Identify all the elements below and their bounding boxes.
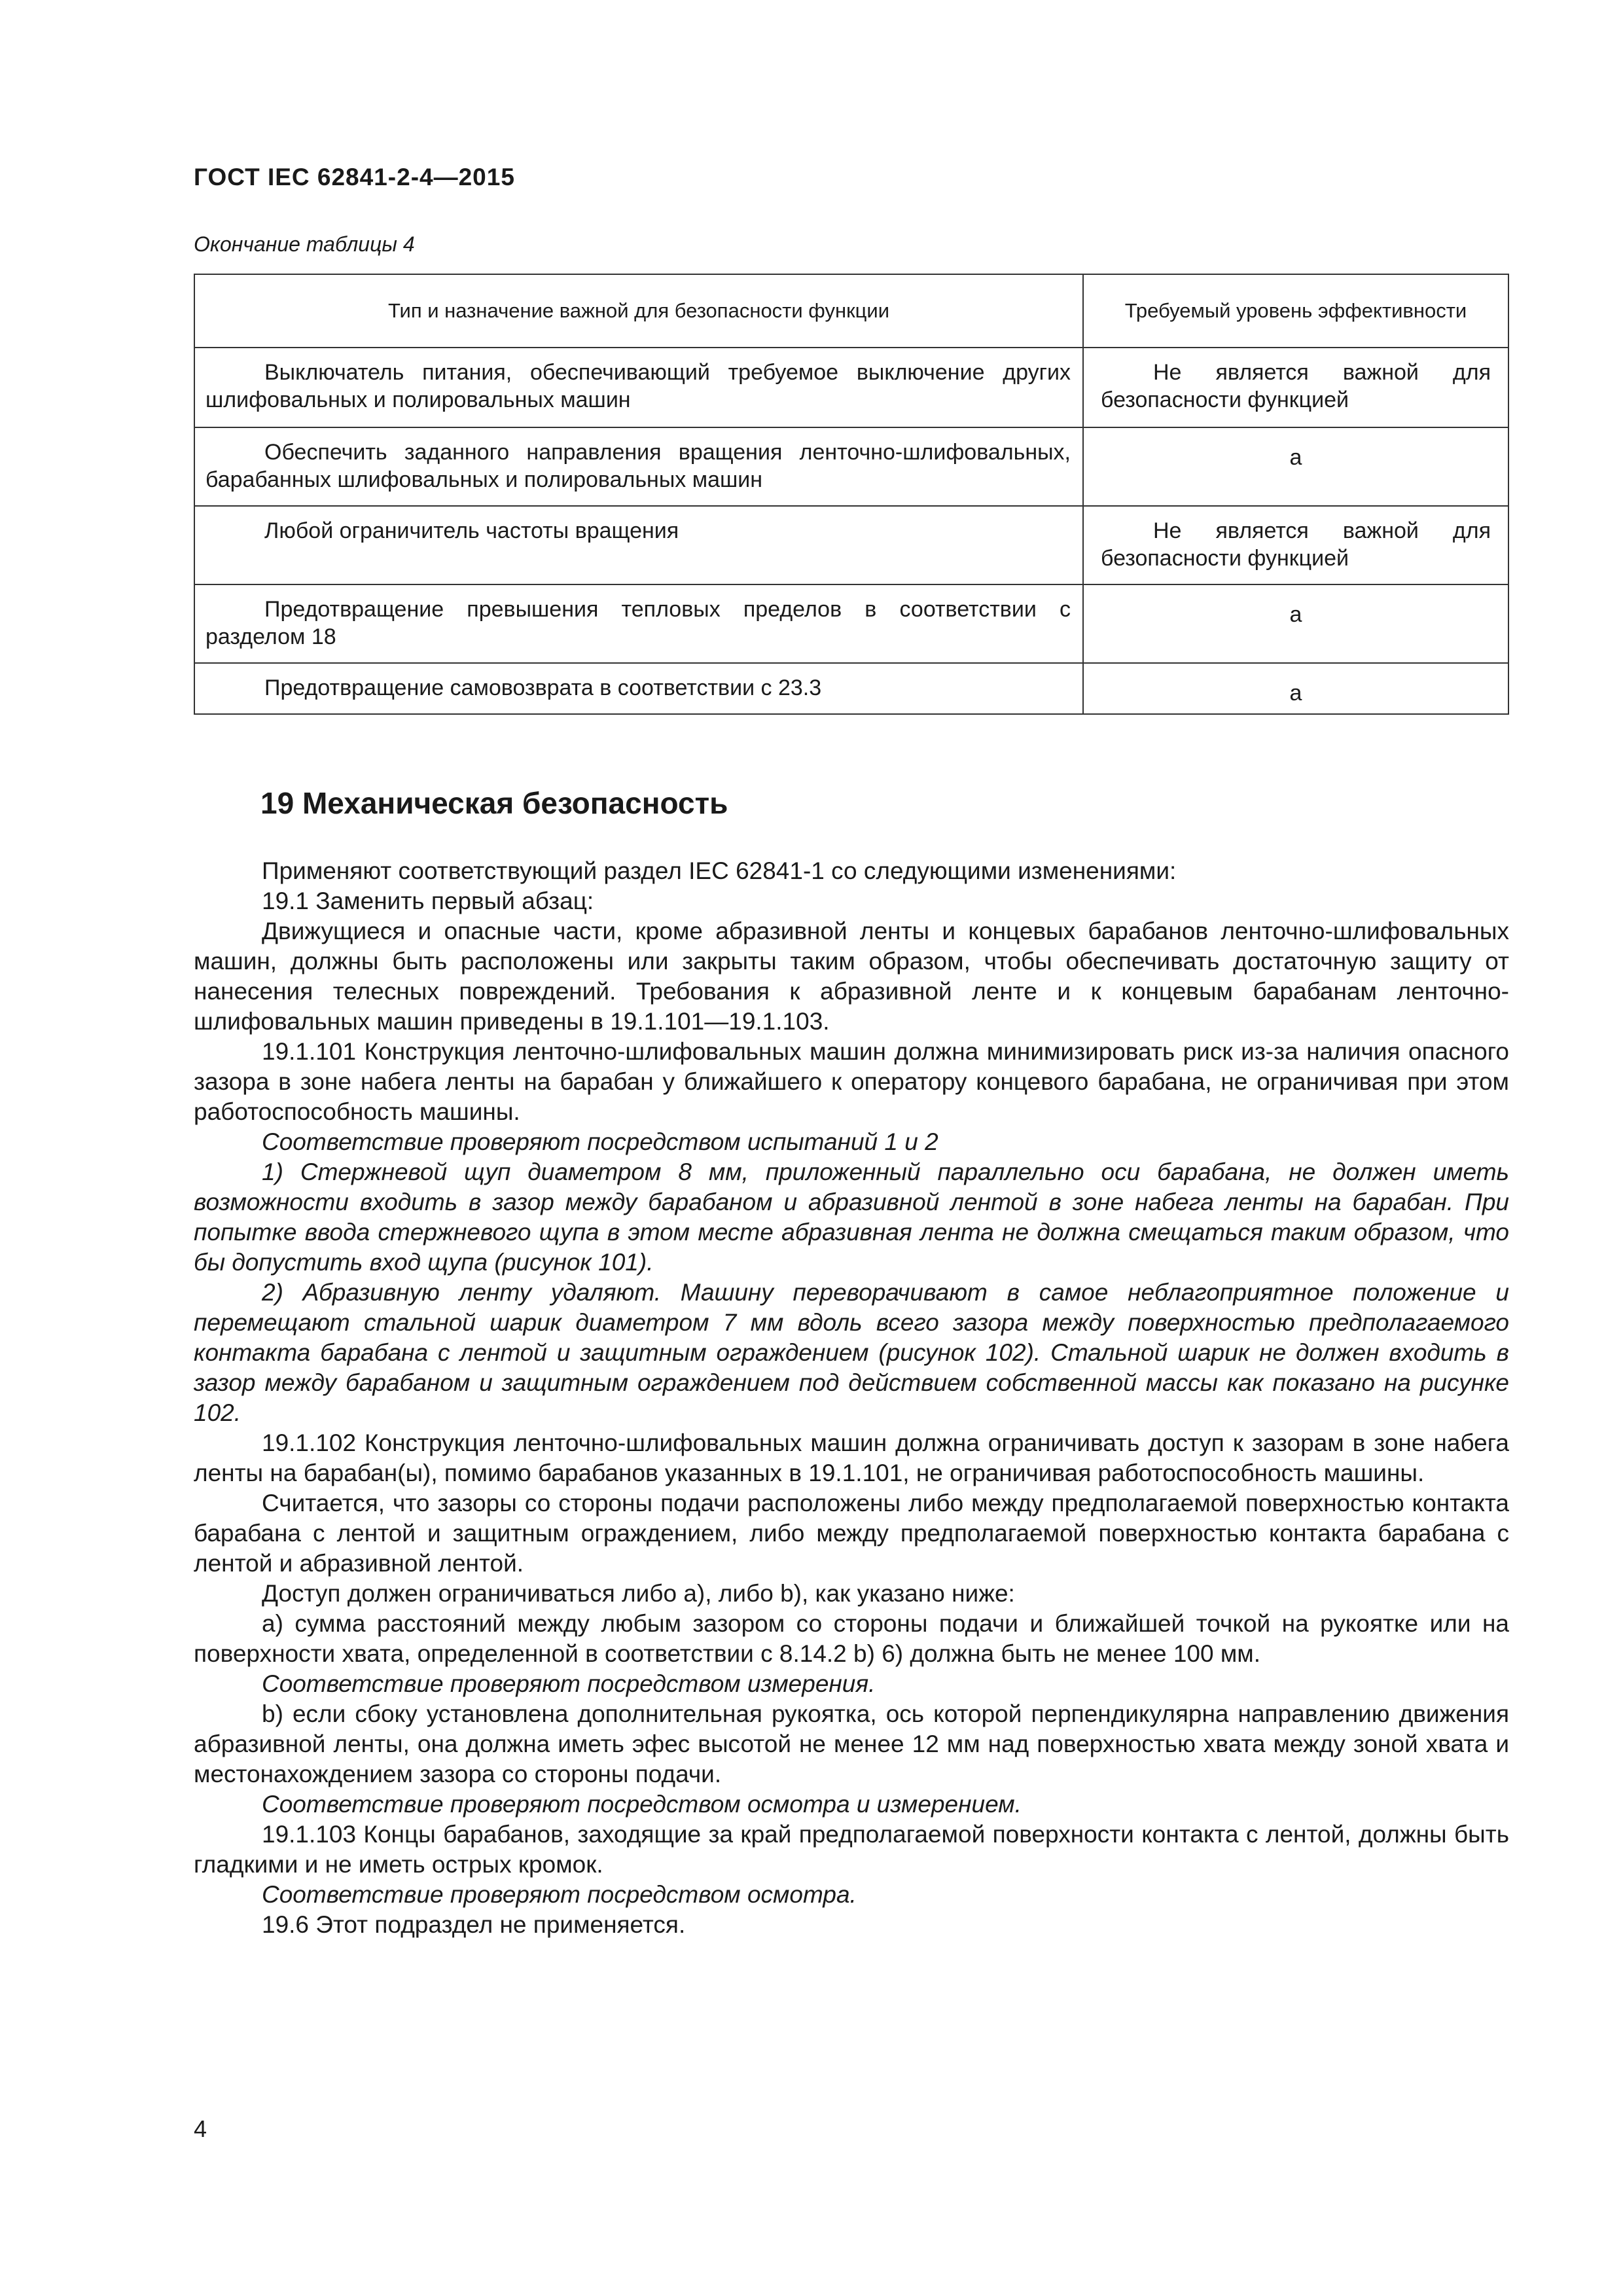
- paragraph: 19.6 Этот подраздел не применяется.: [262, 1911, 686, 1938]
- table-row: [194, 663, 1508, 714]
- function-cell: Предотвращение превышения тепловых пределов в соответствии с разделом 18: [194, 584, 1083, 663]
- table-caption: Окончание таблицы 4: [194, 232, 415, 256]
- function-cell: Любой ограничитель частоты вращения: [194, 506, 1083, 584]
- level-cell: а: [1083, 663, 1508, 714]
- paragraph: Движущиеся и опасные части, кроме абразивной ленты и концевых барабанов ленточно-шлифовальных машин, должны быть расположены или закрыты таким образом, чтобы обеспечивать достаточную защиту от нанесения телесных повреждений. Требования к абразивной ленте и к концевым барабанам ленточно-шлифовальных машин приведены в 19.1.101—19.1.103.: [194, 918, 1509, 1035]
- table-header-row: [194, 274, 1508, 348]
- table-row: [194, 348, 1508, 427]
- paragraph: Применяют соответствующий раздел IEC 62841-1 со следующими изменениями:: [262, 857, 1177, 884]
- header-level: Требуемый уровень эффективности: [1083, 274, 1508, 348]
- table-row: [194, 427, 1508, 506]
- test-item: 2) Абразивную ленту удаляют. Машину переворачивают в самое неблагоприятное положение и перемещают стальной шарик диаметром 7 мм вдоль всего зазора между поверхностью предполагаемого контакта барабана с лентой и защитным ограждением (рисунок 102). Стальной шарик не должен входить в зазор между барабаном и защитным ограждением под действием собственной массы как показано на рисунке 102.: [194, 1279, 1509, 1426]
- table-row: [194, 506, 1508, 584]
- test-item: 1) Стержневой щуп диаметром 8 мм, приложенный параллельно оси барабана, не должен иметь возможности входить в зазор между барабаном и абразивной лентой в зоне набега ленты на барабан. При попытке ввода стержневого щупа в этом месте абразивная лента не должна смещаться таким образом, что бы допустить вход щупа (рисунок 101).: [194, 1158, 1509, 1276]
- requirements-table: [194, 274, 1509, 715]
- level-cell: Не является важной для безопасности функцией: [1083, 506, 1508, 584]
- section-title: 19 Механическая безопасность: [260, 786, 728, 820]
- function-cell: Предотвращение самовозврата в соответствии с 23.3: [194, 663, 1083, 714]
- compliance-note: Соответствие проверяют посредством измерения.: [262, 1670, 876, 1697]
- function-cell: Выключатель питания, обеспечивающий требуемое выключение других шлифовальных и полировальных машин: [194, 348, 1083, 427]
- list-item: а) сумма расстояний между любым зазором со стороны подачи и ближайшей точкой на рукоятке или на поверхности хвата, определенной в соответствии с 8.14.2 b) 6) должна быть не менее 100 мм.: [194, 1610, 1509, 1667]
- level-cell: а: [1083, 584, 1508, 663]
- table-row: [194, 584, 1508, 663]
- function-cell: Обеспечить заданного направления вращения ленточно-шлифовальных, барабанных шлифовальных и полировальных машин: [194, 427, 1083, 506]
- paragraph: Считается, что зазоры со стороны подачи расположены либо между предполагаемой поверхностью контакта барабана с лентой и защитным ограждением, либо между предполагаемой поверхностью контакта барабана с лентой и абразивной лентой.: [194, 1490, 1509, 1577]
- section-body: [194, 856, 1509, 1940]
- level-cell: Не является важной для безопасности функцией: [1083, 348, 1508, 427]
- paragraph: 19.1 Заменить первый абзац:: [262, 888, 594, 914]
- document-header: ГОСТ IEC 62841-2-4—2015: [194, 164, 515, 190]
- header-function: Тип и назначение важной для безопасности функции: [194, 274, 1083, 348]
- paragraph: Доступ должен ограничиваться либо а), либо b), как указано ниже:: [262, 1580, 1015, 1607]
- compliance-note: Соответствие проверяют посредством испытаний 1 и 2: [262, 1128, 938, 1155]
- level-cell: а: [1083, 427, 1508, 506]
- compliance-note: Соответствие проверяют посредством осмотра и измерением.: [262, 1791, 1022, 1818]
- paragraph: 19.1.101 Конструкция ленточно-шлифовальных машин должна минимизировать риск из-за наличия опасного зазора в зоне набега ленты на барабан у ближайшего к оператору концевого барабана, не ограничивая при этом работоспособность машины.: [194, 1038, 1509, 1125]
- list-item: b) если сбоку установлена дополнительная рукоятка, ось которой перпендикулярна направлению движения абразивной ленты, она должна иметь эфес высотой не менее 12 мм над поверхностью хвата между зоной хвата и местонахождением зазора со стороны подачи.: [194, 1700, 1509, 1787]
- page-number: 4: [194, 2115, 207, 2142]
- paragraph: 19.1.102 Конструкция ленточно-шлифовальных машин должна ограничивать доступ к зазорам в зоне набега ленты на барабан(ы), помимо барабанов указанных в 19.1.101, не ограничивая работоспособность машины.: [194, 1429, 1509, 1486]
- paragraph: 19.1.103 Концы барабанов, заходящие за край предполагаемой поверхности контакта с лентой, должны быть гладкими и не иметь острых кромок.: [194, 1821, 1509, 1878]
- compliance-note: Соответствие проверяют посредством осмотра.: [262, 1881, 857, 1908]
